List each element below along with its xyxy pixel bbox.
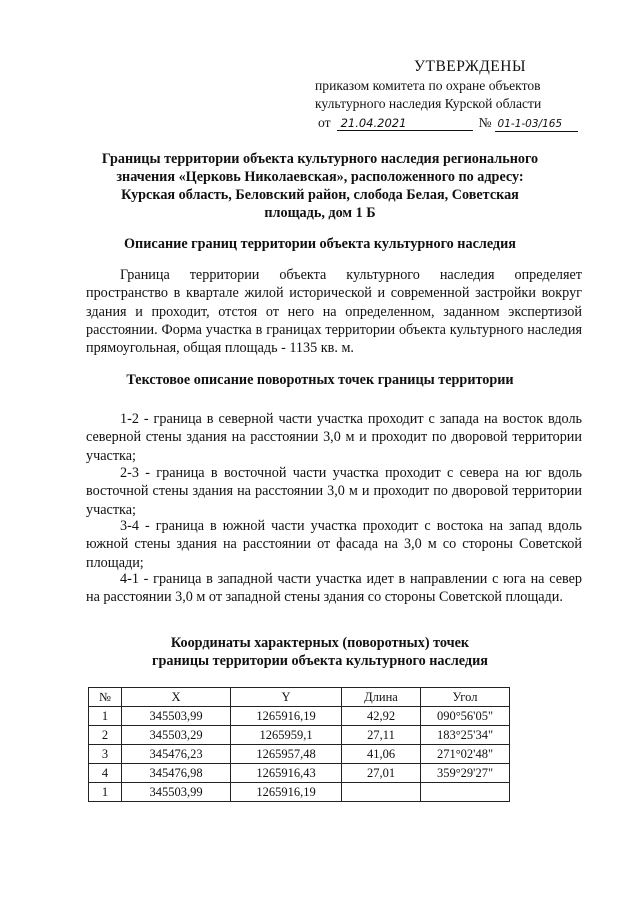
cell-angle: 271°02'48" (421, 745, 510, 764)
approval-heading: УТВЕРЖДЕНЫ (414, 58, 526, 75)
cell-y: 1265959,1 (231, 726, 342, 745)
header-number: № (89, 688, 122, 707)
cell-angle (421, 783, 510, 802)
cell-x: 345503,99 (122, 707, 231, 726)
header-x: X (122, 688, 231, 707)
approval-line-2: культурного наследия Курской области (315, 96, 542, 111)
table-row (89, 707, 510, 726)
cell-number: 3 (89, 745, 122, 764)
cell-x: 345503,29 (122, 726, 231, 745)
cell-length: 42,92 (342, 707, 421, 726)
title-line-1: Границы территории объекта культурного наследия регионального (101, 151, 539, 167)
title-line-2: значения «Церковь Николаевская», расположенного по адресу: (116, 169, 524, 185)
coordinates-table (88, 687, 510, 802)
approval-signature-line (315, 114, 595, 132)
approval-number-label: № (478, 115, 492, 130)
points-heading: Текстовое описание поворотных точек границы территории (126, 372, 514, 388)
header-length: Длина (342, 688, 421, 707)
table-row (89, 726, 510, 745)
point-description-4: 4-1 - граница в западной части участка идет в направлении с юга на север на расстоянии 3,0 м от западной стены здания со стороны Советской площади. (86, 571, 582, 606)
title-line-3: Курская область, Беловский район, слобода Белая, Советская (121, 187, 519, 203)
cell-number: 1 (89, 783, 122, 802)
point-description-3: 3-4 - граница в южной части участка проходит с востока на запад вдоль южной стены здания на расстоянии от фасада на 3,0 м со стороны Советской площади; (86, 518, 582, 571)
approval-from-label: от (318, 115, 331, 130)
cell-length: 41,06 (342, 745, 421, 764)
approval-date: 21.04.2021 (337, 116, 473, 131)
header-y: Y (231, 688, 342, 707)
document-title (70, 150, 570, 222)
approval-number: 01-1-03/165 (495, 117, 578, 132)
cell-y: 1265916,43 (231, 764, 342, 783)
cell-number: 2 (89, 726, 122, 745)
cell-angle: 183°25'34" (421, 726, 510, 745)
cell-y: 1265916,19 (231, 707, 342, 726)
coordinates-title (60, 634, 580, 670)
cell-number: 1 (89, 707, 122, 726)
cell-length: 27,11 (342, 726, 421, 745)
cell-x: 345476,98 (122, 764, 231, 783)
cell-length (342, 783, 421, 802)
cell-x: 345476,23 (122, 745, 231, 764)
point-description-1: 1-2 - граница в северной части участка проходит с запада на восток вдоль северной стены здания на расстоянии 3,0 м и проходит по дворовой территории участка; (86, 411, 582, 464)
description-paragraph: Граница территории объекта культурного наследия определяет пространство в квартале жилой исторической и современной застройки вокруг здания и проходит, отстоя от него на определенном, заданном экспертизой расстоянии. Форма участка в границах территории объекта культурного наследия прямоугольная, общая площадь - 1135 кв. м. (86, 267, 582, 357)
approval-line-1: приказом комитета по охране объектов (315, 78, 541, 93)
cell-angle: 090°56'05" (421, 707, 510, 726)
cell-number: 4 (89, 764, 122, 783)
approval-stamp (315, 58, 595, 132)
cell-x: 345503,99 (122, 783, 231, 802)
header-angle: Угол (421, 688, 510, 707)
coordinates-title-line-1: Координаты характерных (поворотных) точек (170, 635, 470, 651)
table-row (89, 783, 510, 802)
coordinates-title-line-2: границы территории объекта культурного наследия (152, 653, 488, 669)
table-row (89, 764, 510, 783)
cell-angle: 359°29'27" (421, 764, 510, 783)
cell-y: 1265957,48 (231, 745, 342, 764)
cell-y: 1265916,19 (231, 783, 342, 802)
table-header-row (89, 688, 510, 707)
description-heading: Описание границ территории объекта культурного наследия (124, 236, 516, 252)
point-description-2: 2-3 - граница в восточной части участка проходит с севера на юг вдоль восточной стены здания на расстоянии 3,0 м и проходит по дворовой территории участка; (86, 465, 582, 518)
title-line-4: площадь, дом 1 Б (264, 205, 376, 221)
cell-length: 27,01 (342, 764, 421, 783)
table-row (89, 745, 510, 764)
